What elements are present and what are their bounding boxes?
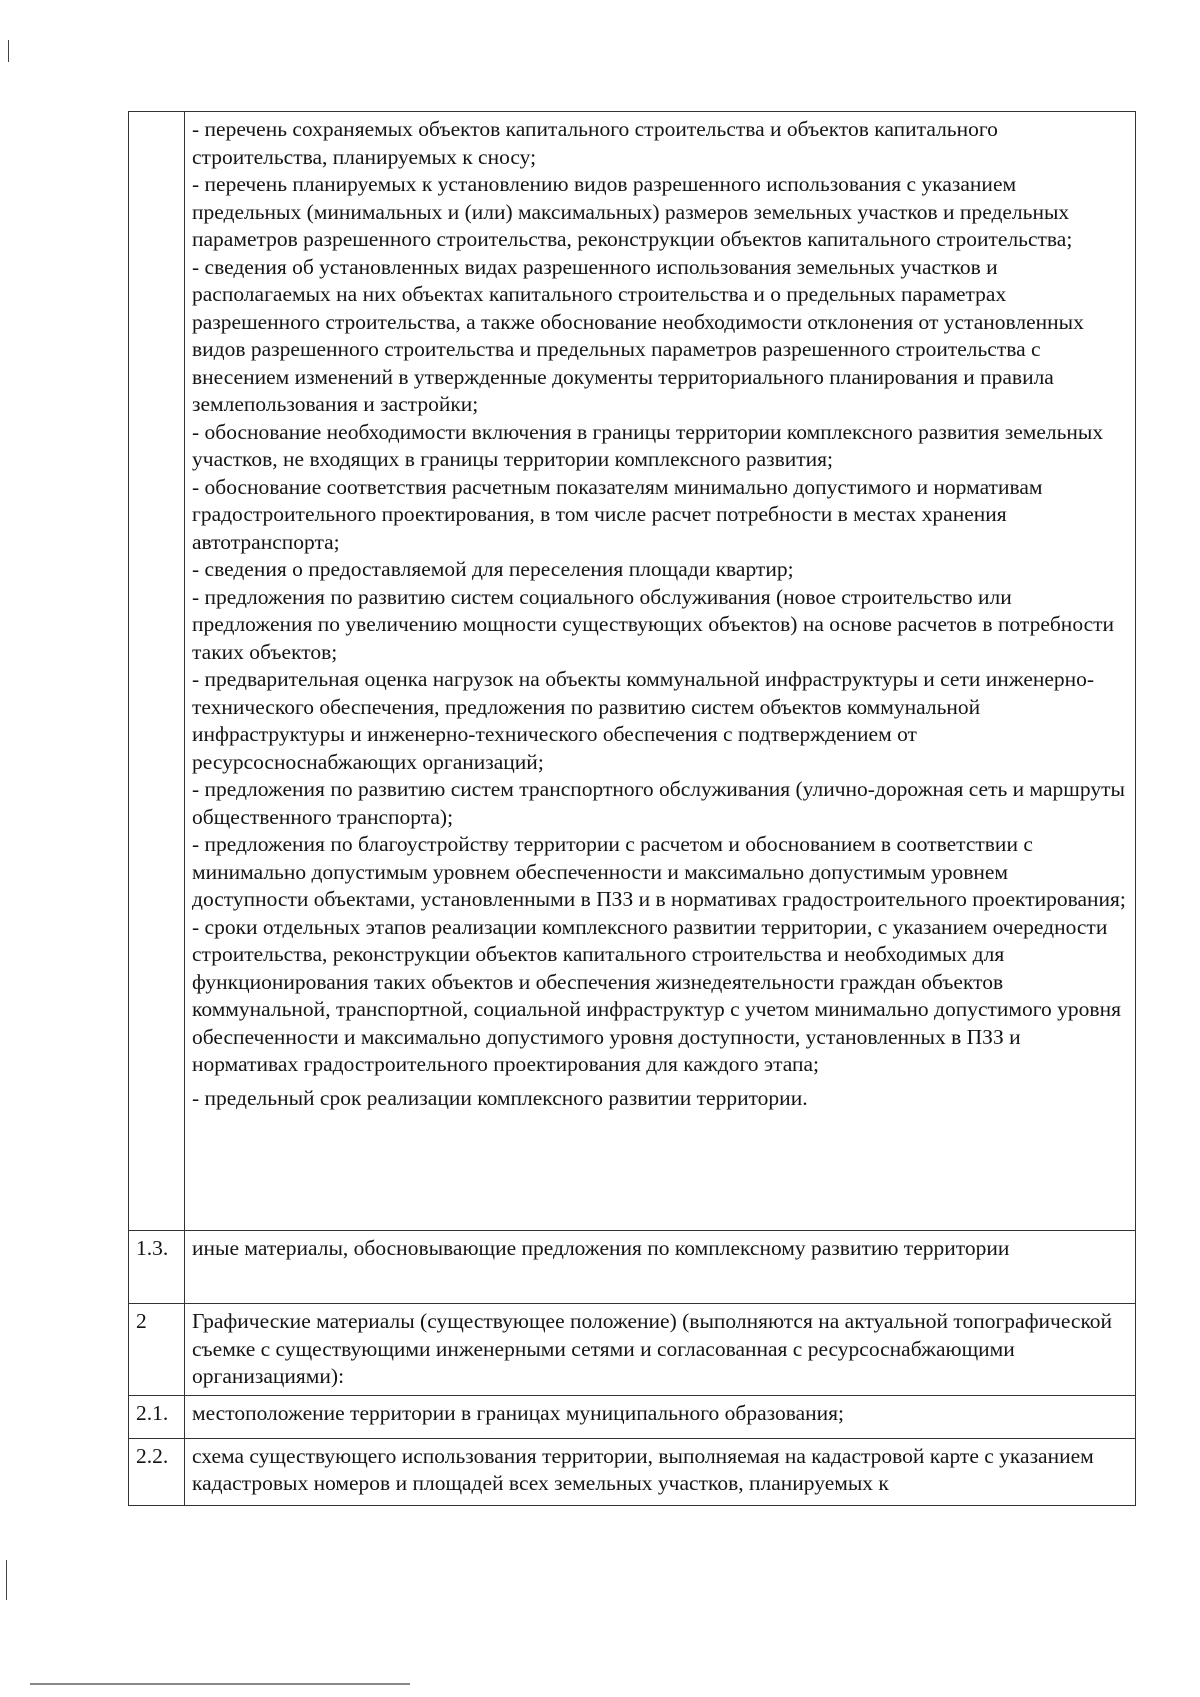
scan-mark — [8, 40, 9, 62]
list-item: - перечень сохраняемых объектов капитального строительства и объектов капитального строительства, планируемых к сносу; — [192, 117, 998, 169]
list-item: - предложения по развитию систем транспортного обслуживания (улично-дорожная сеть и маршруты общественного транспорта); — [192, 777, 1125, 829]
row-content: иные материалы, обосновывающие предложения по комплексному развитию территории — [185, 1231, 1136, 1304]
list-item: - обоснование соответствия расчетным показателям минимально допустимого и нормативам градостроительного проектирования, в том числе расчет потребности в местах хранения автотранспорта; — [192, 474, 1043, 554]
row-content — [185, 112, 1136, 1231]
list-item: - предложения по развитию систем социального обслуживания (новое строительство или предложения по увеличению мощности существующих объектов) на основе расчетов в потребности таких объектов; — [192, 584, 1115, 664]
row-number: 1.3. — [129, 1231, 185, 1304]
row-content: схема существующего использования территории, выполняемая на кадастровой карте с указанием кадастровых номеров и площадей всех земельных участков, планируемых к — [185, 1438, 1136, 1505]
row-content: местоположение территории в границах муниципального образования; — [185, 1395, 1136, 1438]
list-item: - сроки отдельных этапов реализации комплексного развитии территории, с указанием очередности строительства, реконструкции объектов капитального строительства и необходимых для функционирования таких объектов и обеспечения жизнедеятельности граждан объектов коммунальной, транспортной, социальной инфраструктур с учетом минимально допустимого уровня обеспеченности и максимально допустимого уровня доступности, установленных в ПЗЗ и нормативах градостроительного проектирования для каждого этапа; — [192, 914, 1121, 1076]
table-row — [129, 1304, 1136, 1396]
list-item: - перечень планируемых к установлению видов разрешенного использования с указанием предельных (минимальных и (или) максимальных) размеров земельных участков и предельных параметров разрешенного строительства, реконструкции объектов капитального строительства; — [192, 172, 1073, 251]
row-number — [129, 112, 185, 1231]
list-item: - предельный срок реализации комплексного развитии территории. — [192, 1085, 808, 1110]
list-item: - обоснование необходимости включения в границы территории комплексного развития земельных участков, не входящих в границы территории комплексного развития; — [192, 419, 1104, 471]
row-content: Графические материалы (существующее положение) (выполняются на актуальной топографической съемке с существующими инженерными сетями и согласованная с ресурсоснабжающими организациями): — [185, 1304, 1136, 1396]
row-number: 2.1. — [129, 1395, 185, 1438]
table-row — [129, 1395, 1136, 1438]
row-number: 2 — [129, 1304, 185, 1396]
scan-mark — [6, 1560, 7, 1600]
scan-edge-line — [30, 1683, 410, 1685]
table-row — [129, 112, 1136, 1231]
list-item: - предложения по благоустройству территории с расчетом и обоснованием в соответствии с минимально допустимым уровнем обеспеченности и максимально допустимым уровнем доступности объектами, установленными в ПЗЗ и в нормативах градостроительного проектирования; — [192, 832, 1126, 911]
list-item: - предварительная оценка нагрузок на объекты коммунальной инфраструктуры и сети инженерно-технического обеспечения, предложения по развитию систем объектов коммунальной инфраструктуры и инженерно-технического обеспечения с подтверждением от ресурсосноснабжающих организаций; — [192, 667, 1095, 774]
table-row — [129, 1231, 1136, 1304]
table-row — [129, 1438, 1136, 1505]
requirements-table — [128, 111, 1136, 1506]
row-number: 2.2. — [129, 1438, 185, 1505]
list-item: - сведения об установленных видах разрешенного использования земельных участков и располагаемых на них объектах капитального строительства и о предельных параметрах разрешенного строительства, а также обоснование необходимости отклонения от установленных видов разрешенного строительства и предельных параметров разрешенного строительства с внесением изменений в утвержденные документы территориального планирования и правила землепользования и застройки; — [192, 254, 1084, 416]
list-item: - сведения о предоставляемой для переселения площади квартир; — [192, 557, 794, 581]
